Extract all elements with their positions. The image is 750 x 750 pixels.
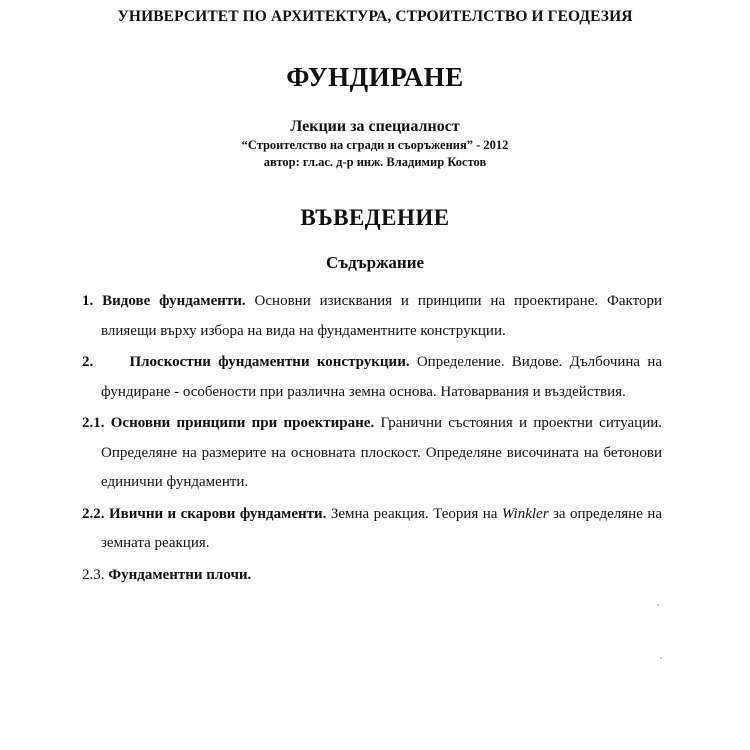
toc-item-number: 2.3. — [82, 566, 105, 583]
toc-item-2 — [82, 348, 662, 407]
toc-item-2-2 — [82, 500, 662, 559]
author-line: автор: гл.ас. д-р инж. Владимир Костов — [263, 155, 487, 169]
toc-item-number: 2.2. — [82, 505, 105, 522]
toc-item-italic: Winkler — [501, 505, 549, 522]
toc-item-1 — [82, 287, 662, 346]
contents-heading: Съдържание — [325, 253, 425, 272]
toc-item-text: Земна реакция. Теория на — [326, 505, 502, 522]
toc-item-heading: Плоскостни фундаментни конструкции. — [129, 354, 410, 370]
lectures-subtitle: Лекции за специалност — [290, 118, 460, 135]
toc-item-heading: Видове фундаменти. — [102, 293, 246, 309]
toc-item-heading: Основни принципи при проектиране. — [110, 415, 375, 431]
university-name: УНИВЕРСИТЕТ ПО АРХИТЕКТУРА, СТРОИТЕЛСТВО И ГЕОДЕЗИЯ — [117, 8, 633, 25]
toc-item-text: за определяне на земната реакция. — [101, 505, 662, 551]
document-title: ФУНДИРАНЕ — [286, 62, 464, 92]
toc-item-text: Определение. Видове. Дълбочина на фундиране - особености при различна земна основа. Натоварвания и въздействия. — [101, 354, 663, 400]
toc-item-number: 2. — [82, 354, 94, 370]
toc-item-number: 1. — [82, 293, 94, 309]
toc-item-2-1 — [82, 409, 662, 498]
toc-item-text: Гранични състояния и проектни ситуации. Определяне на размерите на основната плоскост. Определяне височината на бетонови единични фундаменти. — [101, 415, 662, 490]
toc-item-2-3 — [82, 561, 662, 591]
scan-speck — [660, 657, 662, 659]
toc-item-heading: Ивични и скарови фундаменти. — [108, 505, 327, 522]
scan-speck — [657, 604, 659, 606]
table-of-contents — [82, 287, 662, 592]
toc-item-heading: Фундаментни плочи. — [108, 566, 252, 583]
toc-item-number: 2.1. — [82, 415, 105, 431]
section-title: ВЪВЕДЕНИЕ — [300, 205, 450, 230]
specialty-line: “Строителство на сгради и съоръжения” - 2012 — [241, 138, 509, 152]
toc-item-text: Основни изисквания и принципи на проектиране. Фактори влияещи върху избора на вида на фундаментните конструкции. — [101, 293, 662, 339]
